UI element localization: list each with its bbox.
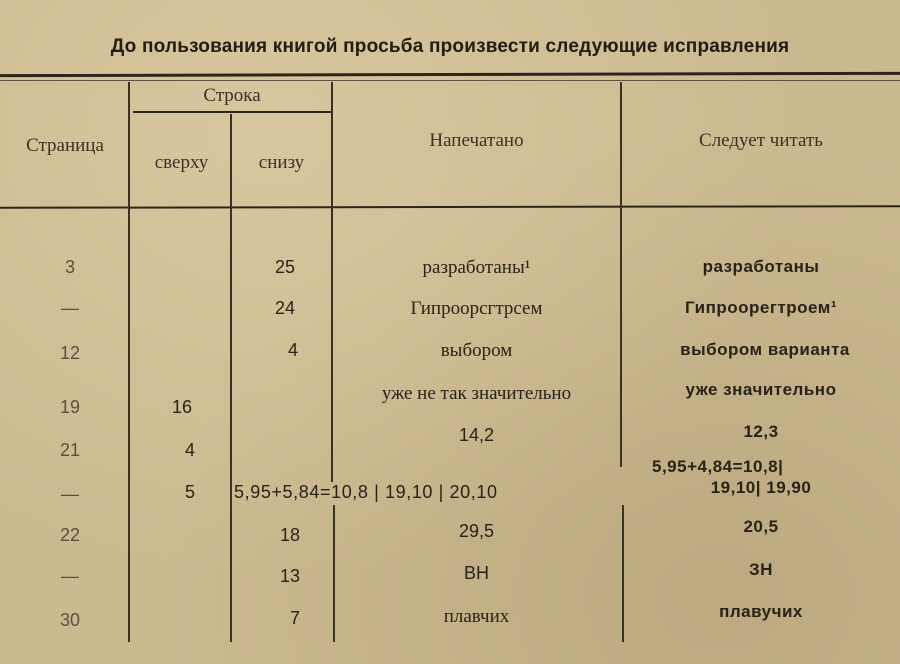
row-page: —	[61, 484, 79, 504]
row-page: —	[61, 298, 79, 318]
row-correct: ЗН	[749, 560, 773, 579]
errata-title: До пользования книгой просьба произвести следующие исправления	[110, 36, 790, 57]
row-correct: уже значительно	[685, 380, 837, 399]
col-divider-2	[230, 114, 232, 642]
row-from-bottom: 4	[287, 340, 298, 360]
row-correct: плавучих	[719, 602, 803, 621]
header-printed: Напечатано	[429, 130, 524, 151]
row-correct: 20,5	[743, 517, 779, 536]
row-correct: разработаны	[702, 257, 820, 276]
row-page: 12	[59, 343, 81, 363]
header-bottom-rule	[0, 205, 900, 209]
top-rule	[0, 72, 900, 77]
row-printed: 14,2	[458, 425, 495, 445]
row-printed: плавчих	[443, 606, 510, 627]
row-page: 30	[59, 610, 81, 630]
row-printed: выбором	[440, 340, 513, 361]
row-from-top: 4	[184, 440, 195, 460]
row-page: —	[61, 566, 79, 586]
row-page: 21	[59, 440, 81, 460]
header-from-top: сверху	[154, 152, 209, 173]
header-from-bottom: снизу	[258, 152, 305, 173]
row-from-bottom: 13	[279, 566, 301, 586]
row-printed: 29,5	[458, 521, 495, 541]
row-correct-continued: 19,10| 19,90	[710, 478, 812, 497]
line-header-rule	[133, 111, 331, 113]
row-printed: уже не так значительно	[381, 383, 572, 404]
header-page: Страница	[26, 135, 104, 156]
row-from-bottom: 25	[274, 257, 296, 277]
row-from-bottom: 18	[279, 525, 301, 545]
row-page: 19	[59, 397, 81, 417]
row-printed: Гипроорсгтрсем	[410, 298, 543, 319]
header-should-read: Следует читать	[699, 130, 823, 151]
row-from-top: 16	[171, 397, 193, 417]
row-page: 3	[64, 257, 75, 277]
row-from-bottom: 7	[289, 608, 300, 628]
row-correct: 5,95+4,84=10,8|	[652, 457, 784, 476]
row-correct: выбором варианта	[680, 340, 850, 359]
row-printed-values: 5,95+5,84=10,8 | 19,10 | 20,10	[234, 482, 498, 502]
row-printed: разработаны¹	[422, 257, 531, 278]
top-rule-thin	[0, 80, 900, 81]
row-printed: ВН	[463, 563, 489, 583]
row-correct: 12,3	[743, 422, 779, 441]
row-correct: Гипроорегтроем¹	[684, 298, 838, 317]
header-line: Строка	[203, 85, 261, 106]
row-from-top: 5	[184, 482, 195, 502]
row-from-bottom: 24	[274, 298, 296, 318]
row-page: 22	[59, 525, 81, 545]
col-divider-1	[128, 82, 130, 642]
